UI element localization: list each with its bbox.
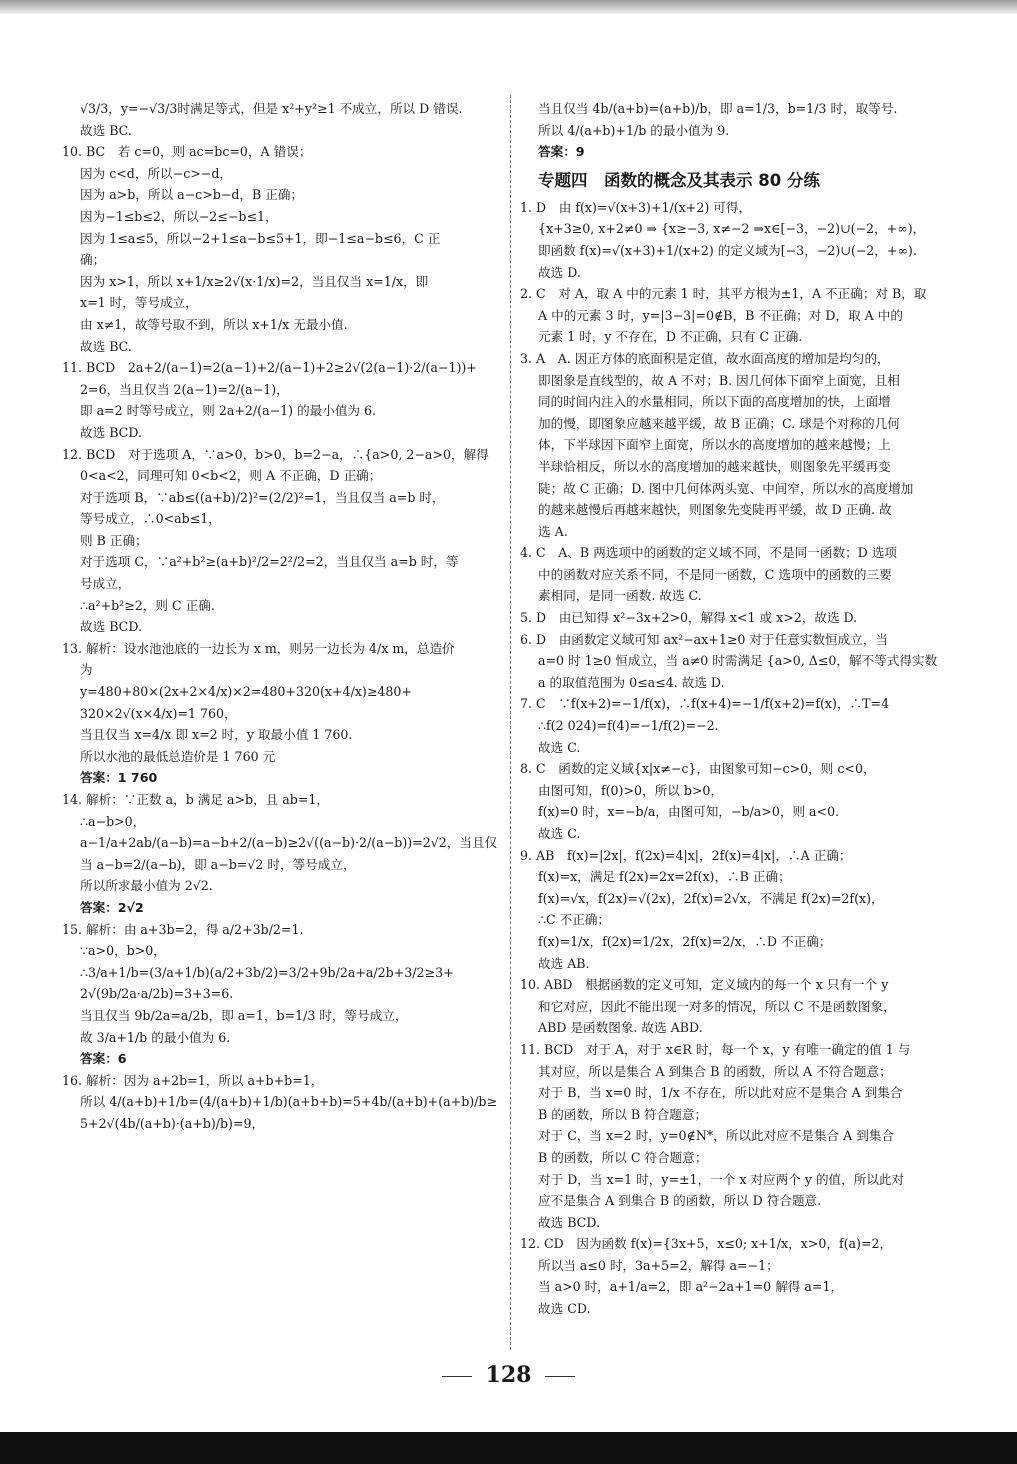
right-column-bottom-line: 12. CD 因为函数 f(x)={3x+5，x≤0; x+1/x，x>0，f(a)=2， bbox=[520, 1236, 893, 1252]
footer-dash-left bbox=[442, 1376, 472, 1377]
left-column-line: ∴a−b>0， bbox=[80, 813, 146, 829]
left-column-line: 因为 c<d，所以−c>−d， bbox=[80, 165, 233, 181]
right-column-bottom-line: 由图可知，f(0)>0，所以 b>0， bbox=[538, 782, 724, 798]
right-column-bottom-line: ∴f(2 024)=f(4)=−1/f(2)=−2. bbox=[538, 718, 719, 734]
left-column-line: 5+2√(4b/(a+b)·(a+b)/b)=9， bbox=[80, 1115, 265, 1131]
page-number-footer bbox=[0, 1362, 1017, 1388]
right-column-bottom-line: ABD 是函数图象. 故选 ABD. bbox=[538, 1020, 703, 1036]
right-column-bottom-line: 即函数 f(x)=√(x+3)+1/(x+2) 的定义域为[−3，−2)∪(−2，+∞). bbox=[538, 242, 917, 258]
right-column-bottom-line: f(x)=0 时，x=−b/a，由图可知，−b/a>0，则 a<0. bbox=[538, 804, 840, 820]
scan-bottom-edge bbox=[0, 1432, 1017, 1464]
right-column-bottom-line: 应不是集合 A 到集合 B 的函数，所以 D 符合题意. bbox=[538, 1193, 822, 1209]
left-column-line: 当且仅当 x=4/x 即 x=2 时，y 取最小值 1 760. bbox=[80, 727, 353, 743]
left-column-line: 16. 解析：因为 a+2b=1，所以 a+b+b=1， bbox=[62, 1072, 324, 1088]
right-column-bottom-line: 故选 D. bbox=[538, 264, 581, 280]
right-column-bottom-line: 即图象是直线型的，故 A 不对；B. 因几何体下面窄上面宽，且相 bbox=[538, 372, 900, 388]
scan-top-edge bbox=[0, 0, 1017, 14]
right-column-bottom-line: 4. C A、B 两选项中的函数的定义域不同，不是同一函数；D 选项 bbox=[520, 545, 897, 561]
right-column-bottom-line: 对于 B，当 x=0 时，1/x 不存在，所以此对应不是集合 A 到集合 bbox=[538, 1085, 903, 1101]
left-column-line: 320×2√(x×4/x)=1 760， bbox=[80, 705, 237, 721]
left-column-line: 因为 x>1，所以 x+1/x≥2√(x·1/x)=2，当且仅当 x=1/x，即 bbox=[80, 273, 429, 289]
left-column-line: √3/3，y=−√3/3时满足等式，但是 x²+y²≥1 不成立，所以 D 错误. bbox=[80, 101, 463, 116]
left-column-line: 号成立， bbox=[80, 576, 131, 592]
right-column-bottom-line: 故选 CD. bbox=[538, 1301, 591, 1317]
right-column-bottom-line: f(x)=x，满足 f(2x)=2x=2f(x)，∴B 正确； bbox=[538, 869, 791, 885]
right-column-bottom-line: f(x)=√x，f(2x)=√(2x)，2f(x)=2√x，不满足 f(2x)=2f(x)， bbox=[538, 890, 884, 906]
left-column-line: 答案：1 760 bbox=[80, 770, 158, 786]
left-column-line: 所以所求最小值为 2√2. bbox=[80, 878, 213, 894]
right-column-bottom-line: 选 A. bbox=[538, 523, 568, 539]
left-column-line: 所以 4/(a+b)+1/b=(4/(a+b)+1/b)(a+b+b)=5+4b/(a+b)+(a+b)/b≥ bbox=[80, 1094, 498, 1110]
right-column-bottom-line: 加的慢，即图象应越来越平缓，故 B 正确；C. 球是个对称的几何 bbox=[538, 415, 900, 431]
left-column-line: 确； bbox=[80, 252, 106, 268]
left-column-line: y=480+80×(2x+2×4/x)×2=480+320(x+4/x)≥480+ bbox=[80, 684, 412, 700]
left-column-line: 2√(9b/2a·a/2b)=3+3=6. bbox=[80, 986, 234, 1002]
right-column-bottom bbox=[520, 197, 940, 1320]
right-column-bottom-line: B 的函数，所以 B 符合题意； bbox=[538, 1106, 708, 1122]
left-column-line: 因为 a>b，所以 a−c>b−d，B 正确； bbox=[80, 187, 304, 203]
right-column-bottom-line: 1. D 由 f(x)=√(x+3)+1/(x+2) 可得， bbox=[520, 199, 752, 215]
left-column-line: 即 a=2 时等号成立，则 2a+2/(a−1) 的最小值为 6. bbox=[80, 403, 377, 419]
left-column-line: 由 x≠1，故等号取不到，所以 x+1/x 无最小值. bbox=[80, 316, 348, 332]
left-column-line: 故选 BCD. bbox=[80, 424, 142, 440]
left-column-line: 2=6，当且仅当 2(a−1)=2/(a−1)， bbox=[80, 381, 289, 397]
right-column-bottom-line: {x+3≥0, x+2≠0 ⇒ {x≥−3, x≠−2 ⇒x∈[−3，−2)∪(−2，+∞)， bbox=[538, 221, 926, 237]
left-column-line: 答案：2√2 bbox=[80, 899, 144, 915]
right-column-top-line: 所以 4/(a+b)+1/b 的最小值为 9. bbox=[538, 122, 730, 138]
left-column-line: 10. BC 若 c=0，则 ac=bc=0，A 错误； bbox=[62, 144, 312, 160]
left-column-line: 对于选项 B，∵ab≤((a+b)/2)²=(2/2)²=1，当且仅当 a=b 时， bbox=[80, 489, 445, 505]
right-column-top bbox=[520, 98, 940, 163]
right-column-bottom-line: ∴C 不正确； bbox=[538, 912, 611, 928]
right-column-bottom-line: 5. D 由已知得 x²−3x+2>0，解得 x<1 或 x>2，故选 D. bbox=[520, 610, 858, 626]
left-column-line: 对于选项 C，∵a²+b²≥(a+b)²/2=2²/2=2，当且仅当 a=b 时，等 bbox=[80, 554, 459, 570]
right-column-bottom-line: a 的取值范围为 0≤a≤4. 故选 D. bbox=[538, 674, 725, 690]
left-column-line: 所以水池的最低总造价是 1 760 元 bbox=[80, 748, 276, 764]
right-column-bottom-line: 陡；故 C 正确；D. 图中几何体两头宽、中间窄，所以水的高度增加 bbox=[538, 480, 914, 496]
right-column-bottom-line: 半球恰相反，所以水的高度增加的越来越快，则图象先平缓再变 bbox=[538, 458, 891, 474]
left-column-line: 因为−1≤b≤2，所以−2≤−b≤1， bbox=[80, 208, 278, 224]
right-column-bottom-line: a=0 时 1≥0 恒成立，当 a≠0 时需满足 {a>0, Δ≤0，解不等式得实数 bbox=[538, 653, 938, 669]
left-column-line: 为 bbox=[80, 662, 93, 678]
left-column-line: 当 a−b=2/(a−b)，即 a−b=√2 时，等号成立， bbox=[80, 856, 356, 872]
footer-dash-right bbox=[545, 1376, 575, 1377]
right-column-bottom-line: 故选 BCD. bbox=[538, 1214, 600, 1230]
left-column-line: 当且仅当 9b/2a=a/2b，即 a=1，b=1/3 时，等号成立， bbox=[80, 1007, 408, 1023]
column-divider bbox=[510, 95, 512, 1350]
right-column-bottom-line: 7. C ∵f(x+2)=−1/f(x)，∴f(x+4)=−1/f(x+2)=f(x)，∴T=4 bbox=[520, 696, 890, 712]
right-column-bottom-line: 对于 D，当 x=1 时，y=±1，一个 x 对应两个 y 的值，所以此对 bbox=[538, 1171, 905, 1187]
left-column-line: ∴3/a+1/b=(3/a+1/b)(a/2+3b/2)=3/2+9b/2a+a/2b+3/2≥3+ bbox=[80, 964, 454, 980]
left-column-line: 14. 解析：∵正数 a，b 满足 a>b，且 ab=1， bbox=[62, 792, 329, 807]
left-column-line: 故选 BC. bbox=[80, 338, 132, 354]
left-column-line: 0<a<2，同理可知 0<b<2，则 A 不正确，D 正确； bbox=[80, 468, 382, 484]
right-column-top-line: 当且仅当 4b/(a+b)=(a+b)/b，即 a=1/3，b=1/3 时，取等号. bbox=[538, 101, 898, 116]
right-column-bottom-line: B 的函数，所以 C 符合题意； bbox=[538, 1149, 708, 1165]
left-column-line: a−1/a+2ab/(a−b)=a−b+2/(a−b)≥2√((a−b)·2/(a−b))=2√2，当且仅 bbox=[80, 835, 498, 851]
right-column-bottom-line: 11. BCD 对于 A，对于 x∈R 时，每一个 x，y 有唯一确定的值 1 与 bbox=[520, 1041, 911, 1057]
right-column-bottom-line: 对于 C，当 x=2 时，y=0∉N*，所以此对应不是集合 A 到集合 bbox=[538, 1128, 895, 1144]
right-column-bottom-line: 3. A A. 因正方体的底面积是定值，故水面高度的增加是均匀的， bbox=[520, 350, 890, 366]
right-column-bottom-line: 9. AB f(x)=|2x|，f(2x)=4|x|，2f(x)=4|x|，∴A 正确； bbox=[520, 847, 852, 863]
right-column bbox=[520, 98, 940, 1320]
right-column-bottom-line: 2. C 对 A，取 A 中的元素 1 时，其平方根为±1，A 不正确；对 B，取 bbox=[520, 286, 927, 302]
right-column-bottom-line: 所以当 a≤0 时，3a+5=2，解得 a=−1； bbox=[538, 1257, 779, 1273]
right-column-bottom-line: 和它对应，因此不能出现一对多的情况，所以 C 不是函数图象， bbox=[538, 998, 896, 1014]
right-column-bottom-line: 同的时间内注入的水量相同，所以下面的高度增加的快，上面增 bbox=[538, 394, 891, 410]
left-column-line: 则 B 正确； bbox=[80, 532, 148, 548]
right-column-bottom-line: 故选 C. bbox=[538, 739, 581, 755]
left-column-line: 11. BCD 2a+2/(a−1)=2(a−1)+2/(a−1)+2≥2√(2(a−1)·2/(a−1))+ bbox=[62, 360, 477, 376]
right-column-bottom-line: 素相同，是同一函数. 故选 C. bbox=[538, 588, 702, 604]
right-column-bottom-line: A 中的元素 3 时，y=|3−3|=0∉B，B 不正确；对 D，取 A 中的 bbox=[538, 307, 903, 323]
right-column-bottom-line: 故选 C. bbox=[538, 826, 581, 841]
right-column-bottom-line: 中的函数对应关系不同，不是同一函数，C 选项中的函数的三要 bbox=[538, 566, 892, 582]
section-heading: 专题四 函数的概念及其表示 80 分练 bbox=[538, 170, 820, 190]
left-column-line: 等号成立，∴0<ab≤1， bbox=[80, 511, 221, 527]
left-column-line: 故选 BC. bbox=[80, 122, 132, 138]
left-column-line: ∴a²+b²≥2，则 C 正确. bbox=[80, 597, 215, 613]
page-number: 128 bbox=[485, 1362, 532, 1388]
right-column-bottom-line: 其对应，所以是集合 A 到集合 B 的函数，所以 A 不符合题意； bbox=[538, 1063, 892, 1079]
right-column-bottom-line: 的越来越慢后再越来越快，则图象先变陡再平缓，故 D 正确. 故 bbox=[538, 502, 892, 518]
right-column-bottom-line: 元素 1 时，y 不存在，D 不正确，只有 C 正确. bbox=[538, 329, 803, 345]
left-column-line: 因为 1≤a≤5，所以−2+1≤a−b≤5+1，即−1≤a−b≤6，C 正 bbox=[80, 230, 441, 246]
right-column-bottom-line: 体，下半球因下面窄上面宽，所以水的高度增加的越来越慢；上 bbox=[538, 437, 891, 453]
left-column-line: 故 3/a+1/b 的最小值为 6. bbox=[80, 1029, 231, 1045]
right-column-bottom-line: 8. C 函数的定义域{x|x≠−c}，由图象可知−c>0，则 c<0， bbox=[520, 761, 876, 777]
left-column-line: x=1 时，等号成立， bbox=[80, 295, 198, 311]
right-column-bottom-line: 6. D 由函数定义域可知 ax²−ax+1≥0 对于任意实数恒成立，当 bbox=[520, 631, 888, 647]
right-column-bottom-line: 10. ABD 根据函数的定义可知，定义域内的每一个 x 只有一个 y bbox=[520, 977, 889, 993]
right-column-bottom-line: f(x)=1/x，f(2x)=1/2x，2f(x)=2/x，∴D 不正确； bbox=[538, 933, 832, 949]
left-column-line: 13. 解析：设水池池底的一边长为 x m，则另一边长为 4/x m，总造价 bbox=[62, 640, 455, 656]
left-column-line: 15. 解析：由 a+3b=2，得 a/2+3b/2=1. bbox=[62, 921, 304, 937]
left-column-line: 故选 BCD. bbox=[80, 619, 142, 635]
left-column bbox=[62, 98, 502, 1135]
right-column-top-line: 答案：9 bbox=[538, 144, 585, 160]
left-column-line: ∵a>0，b>0， bbox=[80, 943, 166, 959]
left-column-line: 答案：6 bbox=[80, 1051, 127, 1067]
left-column-line: 12. BCD 对于选项 A，∵a>0，b>0，b=2−a，∴{a>0, 2−a>0，解得 bbox=[62, 446, 489, 462]
right-column-bottom-line: 当 a>0 时，a+1/a=2，即 a²−2a+1=0 解得 a=1， bbox=[538, 1279, 844, 1295]
right-column-bottom-line: 故选 AB. bbox=[538, 955, 590, 971]
